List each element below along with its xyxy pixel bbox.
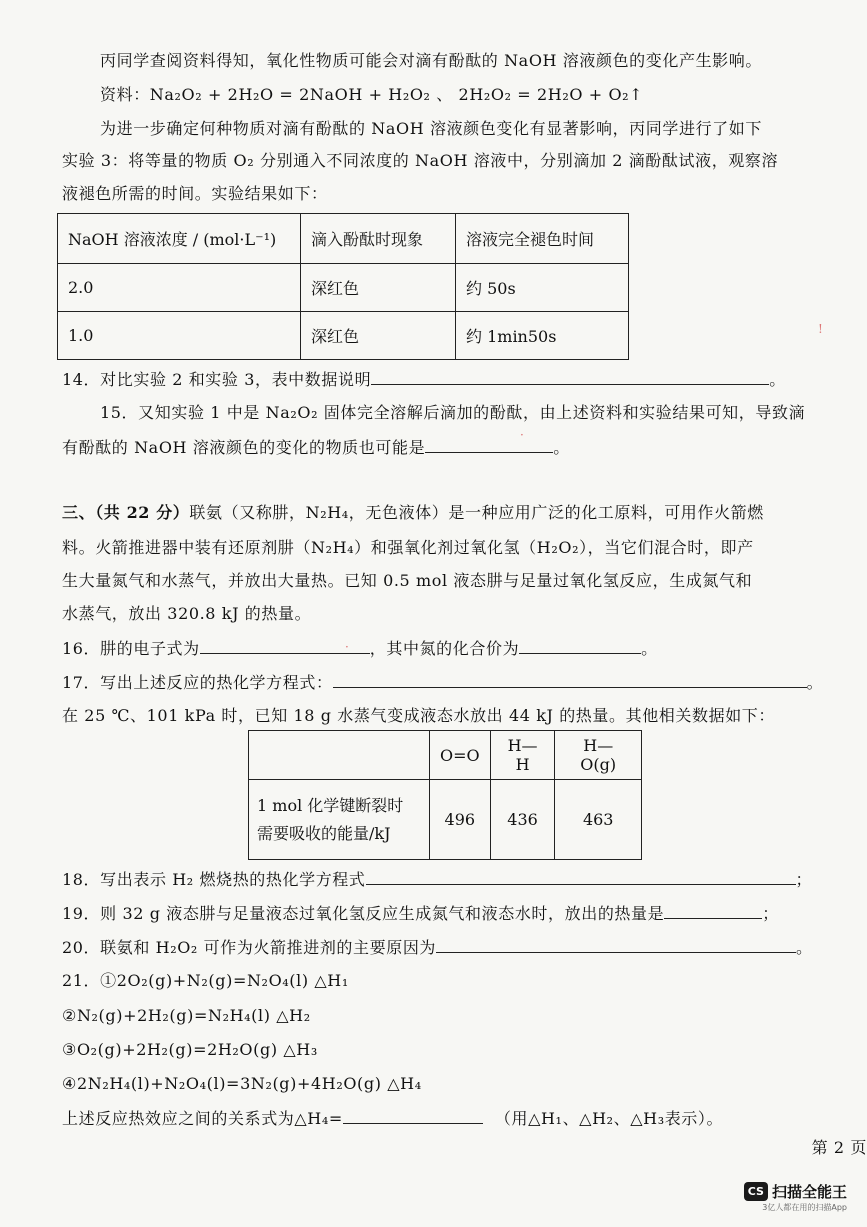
question-18 [62,868,812,891]
question-16 [62,637,658,660]
table2-value: 436 [490,780,555,860]
question-17 [62,671,823,694]
section-3-heading: 三、（共 22 分） [62,503,190,522]
page-number: 第 2 页 [811,1138,867,1157]
q19-semicolon: ； [762,904,779,923]
q18-semicolon: ； [795,870,813,889]
table1-cell: 约 50s [456,264,629,312]
table1-cell: 1.0 [58,312,301,360]
question-21-ask [62,1107,723,1130]
q15-text: 有酚酞的 NaOH 溶液颜色的变化的物质也可能是 [62,438,426,457]
question-20 [62,936,813,959]
intro-line-3: 为进一步确定何种物质对滴有酚酞的 NaOH 溶液颜色变化有显著影响，丙同学进行了如下 [100,119,762,138]
table1-cell: 2.0 [58,264,301,312]
scanner-logo-icon: CS [744,1182,768,1201]
scanner-tagline: 3亿人都在用的扫描App [762,1203,847,1212]
table2-value: 463 [555,780,642,860]
q16-text-a: 16．肼的电子式为 [62,639,200,658]
q16-text-b: ，其中氮的化合价为 [369,639,520,658]
scanner-watermark [744,1181,847,1213]
intro-line-1: 丙同学查阅资料得知，氧化性物质可能会对滴有酚酞的 NaOH 溶液颜色的变化产生影响。 [100,51,762,70]
q18-answer-blank[interactable] [366,868,796,885]
intro-line-5: 液褪色所需的时间。实验结果如下： [62,184,328,203]
q17-period: 。 [806,673,824,692]
q18-text: 18．写出表示 H₂ 燃烧热的热化学方程式 [62,870,366,889]
section-3-line-2: 料。火箭推进器中装有还原剂肼（N₂H₄）和强氧化剂过氧化氢（H₂O₂），当它们混合时，即产 [62,538,754,557]
intro-line-2: 资料：Na₂O₂ + 2H₂O = 2NaOH + H₂O₂ 、 2H₂O₂ = 2H₂O + O₂↑ [100,85,644,104]
section-3-text: 联氨（又称肼，N₂H₄，无色液体）是一种应用广泛的化工原料，可用作火箭燃 [189,503,764,522]
q14-period: 。 [769,370,786,389]
q16-period: 。 [641,639,658,658]
q21-answer-blank[interactable] [343,1107,483,1124]
section-3-line-3: 生大量氮气和水蒸气，并放出大量热。已知 0.5 mol 液态肼与足量过氧化氢反应，生成氮气和 [62,571,753,590]
q16-valence-blank[interactable] [519,637,641,654]
q20-period: 。 [796,938,813,957]
table2-header-empty [249,731,430,780]
red-stamp-mark: · [345,640,349,654]
q20-answer-blank[interactable] [436,936,796,953]
table1-header-time: 溶液完全褪色时间 [456,214,629,264]
info-line: 在 25 ℃、101 kPa 时，已知 18 g 水蒸气变成液态水放出 44 kJ 的热量。其他相关数据如下： [62,706,776,725]
question-21-reaction-4: ④2N₂H₄(l)+N₂O₄(l)=3N₂(g)+4H₂O(g) △H₄ [62,1074,422,1093]
q19-text: 19．则 32 g 液态肼与足量液态过氧化氢反应生成氮气和液态水时，放出的热量是 [62,904,665,923]
table1-header-concentration: NaOH 溶液浓度 / (mol·L⁻¹) [58,214,301,264]
intro-line-4: 实验 3：将等量的物质 O₂ 分别通入不同浓度的 NaOH 溶液中，分别滴加 2 滴酚酞试液，观察溶 [62,151,779,170]
section-3-line-4: 水蒸气，放出 320.8 kJ 的热量。 [62,604,312,623]
q15-period: 。 [553,438,570,457]
q14-answer-blank[interactable] [371,368,769,385]
table1-cell: 约 1min50s [456,312,629,360]
q15-answer-blank[interactable] [425,436,553,453]
question-21-reaction-3: ③O₂(g)+2H₂(g)=2H₂O(g) △H₃ [62,1040,318,1059]
section-3-line-1 [62,502,764,524]
question-15-line-2 [62,436,570,459]
red-stamp-mark: · [520,428,524,442]
question-14 [62,368,786,391]
q17-answer-blank[interactable] [333,671,807,688]
table2-header-hh: H—H [490,731,555,780]
q19-answer-blank[interactable] [664,902,762,919]
red-stamp-mark: ! [818,322,823,336]
table1-header-phenomenon: 滴入酚酞时现象 [301,214,456,264]
q14-text: 14．对比实验 2 和实验 3，表中数据说明 [62,370,372,389]
table2-value: 496 [430,780,491,860]
question-21-reaction-2: ②N₂(g)+2H₂(g)=N₂H₄(l) △H₂ [62,1006,311,1025]
question-21-reaction-1: 21．①2O₂(g)+N₂(g)=N₂O₄(l) △H₁ [62,971,349,990]
table1-cell: 深红色 [301,312,456,360]
table2-header-ho: H—O(g) [555,731,642,780]
q17-text: 17．写出上述反应的热化学方程式： [62,673,333,692]
question-15-line-1: 15．又知实验 1 中是 Na₂O₂ 固体完全溶解后滴加的酚酞，由上述资料和实验结果可知，导致滴 [100,403,806,422]
table2-row-label [249,780,430,860]
bond-energy-table [248,730,642,860]
table1-cell: 深红色 [301,264,456,312]
question-19 [62,902,779,925]
q20-text: 20．联氨和 H₂O₂ 可作为火箭推进剂的主要原因为 [62,938,437,957]
scanner-name: 扫描全能王 [771,1183,847,1201]
table2-row-label-2: 需要吸收的能量/kJ [257,823,391,843]
table2-header-oo: O=O [430,731,491,780]
experiment-table [57,213,629,360]
table2-row-label-1: 1 mol 化学键断裂时 [257,795,404,815]
q21-hint: （用△H₁、△H₂、△H₃表示）。 [494,1109,724,1128]
q21-ask-text: 上述反应热效应之间的关系式为△H₄= [62,1109,343,1128]
